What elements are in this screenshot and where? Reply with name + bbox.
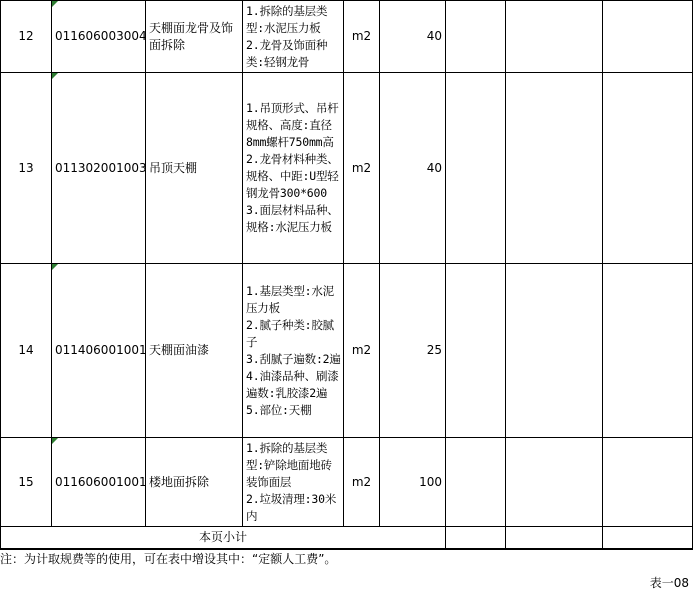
empty-cell[interactable] <box>506 73 603 264</box>
item-quantity[interactable]: 100 <box>380 438 446 527</box>
comment-marker-icon <box>52 73 58 79</box>
empty-cell[interactable] <box>446 73 506 264</box>
feature-line: 1.基层类型:水泥压力板 <box>246 283 334 315</box>
feature-line: 1.拆除的基层类型:水泥压力板 <box>246 3 328 35</box>
comment-marker-icon <box>52 1 58 7</box>
item-features[interactable] <box>243 264 344 438</box>
empty-cell[interactable] <box>603 264 693 438</box>
item-name[interactable]: 天棚面龙骨及饰面拆除 <box>146 1 243 73</box>
feature-line: 2.龙骨及饰面种类:轻钢龙骨 <box>246 37 328 69</box>
item-unit[interactable]: m2 <box>344 264 380 438</box>
item-quantity[interactable]: 25 <box>380 264 446 438</box>
item-code[interactable]: 011606003004 <box>52 1 146 73</box>
empty-cell[interactable] <box>506 1 603 73</box>
item-features[interactable] <box>243 438 344 527</box>
empty-cell[interactable] <box>446 438 506 527</box>
empty-cell[interactable] <box>603 527 693 549</box>
feature-line: 2.腻子种类:胶腻子 <box>246 317 334 349</box>
feature-line: 2.龙骨材料种类、规格、中距:U型轻钢龙骨300*600 <box>246 152 339 200</box>
item-unit[interactable]: m2 <box>344 438 380 527</box>
feature-line: 3.面层材料品种、规格:水泥压力板 <box>246 203 339 234</box>
row-index[interactable]: 14 <box>1 264 52 438</box>
empty-cell[interactable] <box>506 527 603 549</box>
item-code[interactable]: 011406001001 <box>52 264 146 438</box>
row-index[interactable]: 15 <box>1 438 52 527</box>
table-row <box>1 1 693 73</box>
empty-cell[interactable] <box>506 264 603 438</box>
item-quantity[interactable]: 40 <box>380 1 446 73</box>
item-name[interactable]: 吊顶天棚 <box>146 73 243 264</box>
table-number: 表一08 <box>649 576 689 590</box>
item-name[interactable]: 天棚面油漆 <box>146 264 243 438</box>
row-index[interactable]: 13 <box>1 73 52 264</box>
feature-line: 3.刮腻子遍数:2遍 <box>246 351 341 366</box>
item-features[interactable] <box>243 73 344 264</box>
empty-cell[interactable] <box>603 73 693 264</box>
item-features[interactable] <box>243 1 344 73</box>
feature-line: 1.吊顶形式、吊杆规格、高度:直径8mm螺杆750mm高 <box>246 101 339 149</box>
feature-line: 5.部位:天棚 <box>246 402 312 417</box>
feature-line: 4.油漆品种、刷漆遍数:乳胶漆2遍 <box>246 368 339 400</box>
item-unit[interactable]: m2 <box>344 1 380 73</box>
empty-cell[interactable] <box>603 1 693 73</box>
table-row <box>1 73 693 264</box>
item-code[interactable]: 011302001003 <box>52 73 146 264</box>
feature-line: 2.垃圾清理:30米内 <box>246 491 337 523</box>
footnote: 注：为计取规费等的使用，可在表中增设其中：“定额人工费”。 <box>0 552 337 566</box>
empty-cell[interactable] <box>506 438 603 527</box>
table-row <box>1 264 693 438</box>
item-unit[interactable]: m2 <box>344 73 380 264</box>
empty-cell[interactable] <box>603 438 693 527</box>
subtotal-row <box>1 527 693 549</box>
item-quantity[interactable]: 40 <box>380 73 446 264</box>
subtotal-label[interactable]: 本页小计 <box>1 527 446 549</box>
empty-cell[interactable] <box>446 527 506 549</box>
item-name[interactable]: 楼地面拆除 <box>146 438 243 527</box>
table-row <box>1 438 693 527</box>
comment-marker-icon <box>52 264 58 270</box>
comment-marker-icon <box>52 438 58 444</box>
row-index[interactable]: 12 <box>1 1 52 73</box>
empty-cell[interactable] <box>446 264 506 438</box>
feature-line: 1.拆除的基层类型:铲除地面地砖装饰面层 <box>246 440 332 489</box>
item-code[interactable]: 011606001001 <box>52 438 146 527</box>
empty-cell[interactable] <box>446 1 506 73</box>
